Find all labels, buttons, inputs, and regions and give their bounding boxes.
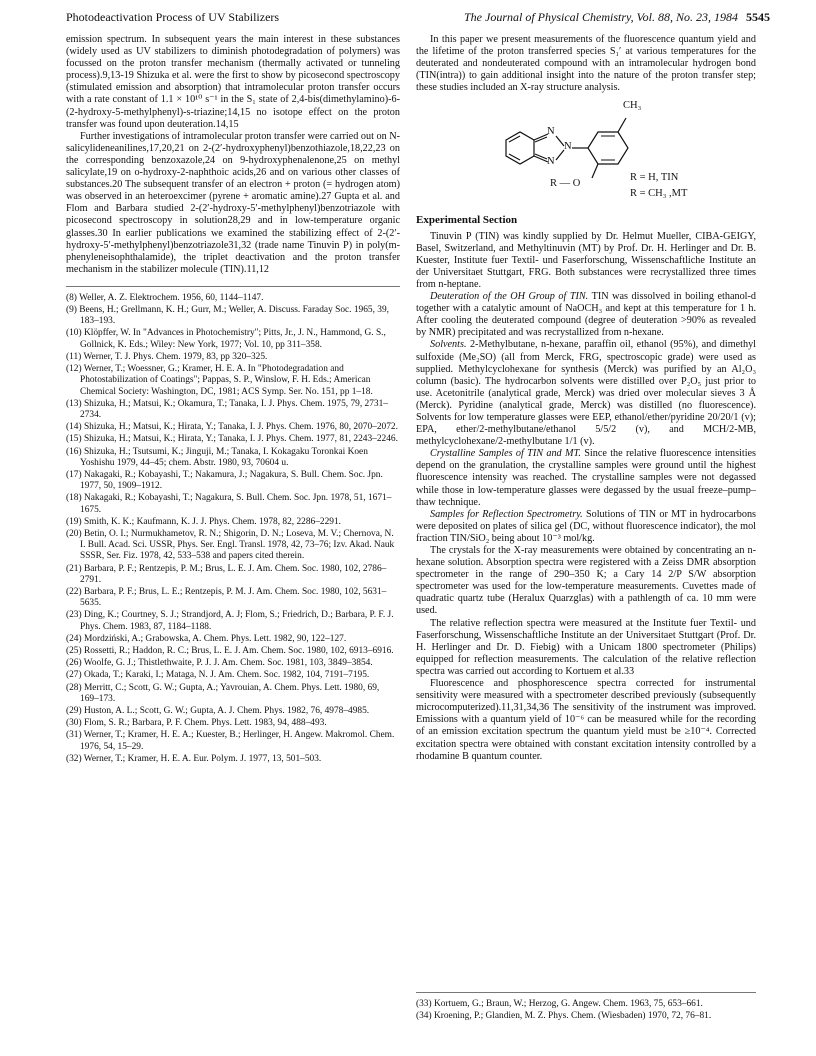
r-ch3-label: R = CH₃ ,MT: [630, 188, 688, 200]
reference-item: (15) Shizuka, H.; Matsui, K.; Hirata, Y.; Tanaka, I. J. Phys. Chem. 1977, 81, 2243–2246.: [66, 434, 398, 445]
journal-citation: [464, 10, 770, 25]
solvents-heading: Solvents.: [430, 339, 467, 351]
nitrogen-label-1: N: [547, 126, 555, 138]
reference-item: (23) Ding, K.; Courtney, S. J.; Strandjord, A. J; Flom, S.; Friedrich, D.; Barbara, P. F. J. Phys. Chem. 1983, 87, 1184–1188.: [66, 610, 394, 632]
reference-item: (31) Werner, T.; Kramer, H. E. A.; Kuester, B.; Herlinger, H. Angew. Makromol. Chem. 1976, 54, 15–29.: [66, 730, 395, 752]
nitrogen-label-3: N: [547, 156, 555, 168]
paragraph-tinuvin: Tinuvin P (TIN) was kindly supplied by Dr. Helmut Mueller, CIBA-GEIGY, Basel, Switzerland, and Methyltinuvin (MT) by Prof. Dr. H. Herlinger and Dr. B. Kuester, Institute fuer Textil- und Faserforschung, Wissenschaftliche Institute an der Universitaet Stuttgart, FRG. Both substances were recrystallized three times from n-heptane.: [416, 230, 756, 290]
journal-name: The Journal of Physical Chemistry, Vol. 88, No. 23, 1984: [464, 10, 738, 24]
reference-item: (18) Nakagaki, R.; Kobayashi, T.; Nagakura, S. Bull. Chem. Soc. Jpn. 1978, 51, 1671–1675.: [66, 493, 392, 515]
running-title: Photodeactivation Process of UV Stabilizers: [66, 10, 280, 24]
reference-item: (16) Shizuka, H.; Tsutsumi, K.; Jinguji, M.; Tanaka, I. Kokagaku Toronkai Koen Yoshishu 1979, 44–45; chem. Abstr. 1980, 93, 70604 u.: [66, 446, 368, 468]
chemical-structure: [416, 98, 756, 206]
paragraph-emission: emission spectrum. In subsequent years the main interest in these substances (widely used as UV stabilizers to diminish photodegradation of polymers) was focussed on the proton transfer mechanism (thermally activated or tunneling process).9,13-19 Shizuka et al. were the first to show by picosecond spectroscopy (stimulated emission and absorption) that intramolecular proton transfer occurs with a rate constant of 1.1 × 10¹⁰ s⁻¹ in the S₁ state of 2,4-bis(dimethylamino)-6-(2-hydroxy-5-methylphenyl)-s-triazine;14,15 no isotope effect on the proton transfer was found upon deuteration.14,15: [66, 34, 400, 130]
reference-item: (8) Weller, A. Z. Elektrochem. 1956, 60, 1144–1147.: [66, 292, 264, 303]
ch3-label: CH₃: [623, 100, 642, 112]
reference-item: (34) Kroening, P.; Glandien, M. Z. Phys. Chem. (Wiesbaden) 1970, 72, 76–81.: [416, 1011, 712, 1022]
reference-item: (11) Werner, T. J. Phys. Chem. 1979, 83, pp 320–325.: [66, 351, 268, 362]
crystalline-heading: Crystalline Samples of TIN and MT.: [430, 448, 581, 460]
reference-item: (9) Beens, H.; Grellmann, K. H.; Gurr, M.; Weller, A. Discuss. Faraday Soc. 1965, 39, 183–193.: [66, 305, 390, 327]
paragraph-further-investigations: Further investigations of intramolecular proton transfer were carried out on N-salicylideneanilines,17,20,21 on 2-(2′-hydroxyphenyl)benzothiazole,18,22,23 on the corresponding benzoxazole,24 on 9-hydroxyphenalenone,25 on methyl salicylate,19 on o-hydroxy-2-naphthoic acids,26 and on various other classes of substances.20 The subsequent transfer of an electron + proton (= hydrogen atom) was observed in an heteroexcimer (pyrene + aromatic amine).27 Gupta et al. and Flom and Barbara studied 2-(2′-hydroxy-5′-methylphenyl)benzotriazole with picosecond spectroscopy in solution28,29 and in low-temperature organic glasses.30 In earlier publications we examined the stabilizing effect of 2-(2′-hydroxy-5′-methylphenyl)benzotriazole31,32 (trade name Tinuvin P) in poly(m-phenyleneisophthalamide), the triplet deactivation and the proton transfer mechanism in the stabilizer molecule (TIN).11,12: [66, 130, 400, 275]
reference-item: (10) Klöpffer, W. In "Advances in Photochemistry"; Pitts, Jr., J. N., Hammond, G. S., Gollnick, K. Eds.; Wiley: New York, 1977; Vol. 10, pp 311–358.: [66, 328, 386, 350]
reference-item: (20) Betin, O. I.; Nurmukhametov, R. N.; Shigorin, D. N.; Loseva, M. V.; Chernova, N. I. Bull. Acad. Sci. USSR, Phys. Ser. Engl. Transl. 1978, 42, 73–76; Izv. Akad. Nauk SSSR, Ser. Fiz. 1978, 42, 533–538 and papers cited therein.: [66, 528, 395, 562]
reflection-heading: Samples for Reflection Spectrometry.: [430, 508, 583, 520]
reference-item: (33) Kortuem, G.; Braun, W.; Herzog, G. Angew. Chem. 1963, 75, 653–661.: [416, 999, 703, 1009]
paragraph-deuteration: [416, 291, 756, 339]
reference-item: (28) Merritt, C.; Scott, G. W.; Gupta, A.; Yavrouian, A. Chem. Phys. Lett. 1980, 69, 169–173.: [66, 682, 380, 704]
nitrogen-label-2: N: [564, 141, 572, 153]
r-o-label: R — O: [550, 178, 581, 190]
deuteration-heading: Deuteration of the OH Group of TIN.: [430, 291, 589, 303]
reference-item: (30) Flom, S. R.; Barbara, P. F. Chem. Phys. Lett. 1983, 94, 488–493.: [66, 718, 327, 729]
deuteration-body: TIN was dissolved in boiling ethanol-d together with a catalytic amount of NaOCH₃ and kept at this temperature for 1 h. After cooling the deuterated compound (degree of deuteration >90% as revealed by NMR) precipitated and was recrystallized from n-hexane.: [416, 291, 756, 339]
r-h-label: R = H, TIN: [630, 172, 679, 184]
structure-drawing: [416, 98, 756, 206]
reference-list-right: [416, 992, 756, 1023]
paragraph-crystalline: [416, 448, 756, 508]
reference-item: (25) Rossetti, R.; Haddon, R. C.; Brus, L. E. J. Am. Chem. Soc. 1980, 102, 6913–6916.: [66, 645, 394, 656]
paragraph-xray: The crystals for the X-ray measurements were obtained by concentrating an n-hexane solution. Absorption spectra were registered with a Zeiss DMR absorption spectrometer in the range of 290–350 K; a Cary 14 2/P S/W absorption spectrometer was used for the low-temperature measurements. Cuvettes made of quadratic quartz tube (Heralux Quarzglas) with a pathlength of ca. 10 mm were used.: [416, 545, 756, 617]
reflection-body: Solutions of TIN or MT in hydrocarbons were deposited on plates of silica gel (DC, without fluorescence indicator), the mol fraction TIN/SiO₂ being about 10⁻³ mol/kg.: [416, 508, 757, 544]
reference-item: (22) Barbara, P. F.; Brus, L. E.; Rentzepis, P. M. J. Am. Chem. Soc. 1980, 102, 5631–5635.: [66, 586, 387, 609]
right-column: [416, 34, 756, 763]
reference-list-left: [66, 286, 400, 765]
reference-item: (21) Barbara, P. F.; Rentzepis, P. M.; Brus, L. E. J. Am. Chem. Soc. 1980, 102, 2786–2791.: [66, 563, 387, 585]
reference-item: (13) Shizuka, H.; Matsui, K.; Okamura, T.; Tanaka, I. J. Phys. Chem. 1975, 79, 2731–2734.: [66, 398, 388, 420]
paragraph-intro: In this paper we present measurements of the fluorescence quantum yield and the lifetime of the proton transferred species S₁′ at various temperatures for the deuterated and nondeuterated compound with an intramolecular hydrogen bond (TIN(intra)) to gain additional insight into the nature of the proton transfer step; these studies included an X-ray structure analysis.: [416, 34, 756, 94]
reference-item: (24) Mordziński, A.; Grabowska, A. Chem. Phys. Lett. 1982, 90, 122–127.: [66, 633, 347, 644]
page-number: 5545: [746, 10, 770, 24]
reference-item: (32) Werner, T.; Kramer, H. E. A. Eur. Polym. J. 1977, 13, 501–503.: [66, 753, 322, 764]
reference-item: (27) Okada, T.; Karaki, I.; Mataga, N. J. Am. Chem. Soc. 1982, 104, 7191–7195.: [66, 670, 370, 681]
left-column: [66, 34, 400, 766]
paragraph-reflection-samples: [416, 509, 756, 545]
paragraph-solvents: [416, 339, 756, 448]
reference-item: (29) Huston, A. L.; Scott, G. W.; Gupta, A. J. Chem. Phys. 1982, 76, 4978–4985.: [66, 705, 370, 716]
reference-item: (26) Woolfe, G. J.; Thistlethwaite, P. J. J. Am. Chem. Soc. 1981, 103, 3849–3854.: [66, 658, 373, 669]
solvents-body: 2-Methylbutane, n-hexane, paraffin oil, ethanol (95%), and dimethyl sulfoxide (Me₂SO) (all from Merck, FRG, spectroscopic grade) were used as supplied. Methylcyclohexane for synthesis (Merck) was purified by an Al₂O₃ column (basic). The hydrocarbon solvents were distilled over P₂O₅ just prior to use. Acetonitrile (analytical grade, Merck) was dried over molecular sieves 3 Å (Merck). Pyridine (analytical grade, Merck) was distilled (no fluorescence). Solvents for low temperature glasses were EEP, ethanol/ether/pyridine 20/20/1 (v); EPA, ether/2-methylbutane/ethanol 5/5/2 (v), and MCH/2-MB, methylcyclohexane/2-methylbutane 1/1 (v).: [416, 339, 756, 448]
section-title-experimental: Experimental Section: [416, 214, 518, 227]
crystalline-body: Since the relative fluorescence intensities depend on the granulation, the crystalline samples were ground until the highest fluorescence intensity was reached. The crystalline samples were not degassed while those in low-temperature glasses were degassed by the usual freeze–pump–thaw technique.: [416, 448, 757, 508]
paragraph-reflection-spectra: The relative reflection spectra were measured at the Institute fuer Textil- und Faserforschung, Wissenschaftliche Institute an der Universitaet Stuttgart (Prof. Dr. H. Herlinger and Dr. D. Fiebig) with a Unicam 1800 spectrometer (Philips) equipped for reflection measurements. The calculation of the relative reflection spectra was carried out according to Kortuem et al.33: [416, 617, 756, 677]
reference-item: (12) Werner, T.; Woessner, G.; Kramer, H. E. A. In "Photodegradation and Photostabilization of Coatings"; Pappas, S. P., Winslow, F. H. Eds.; American Chemical Society: Washington, DC, 1981; ACS Symp. Ser. No. 151, pp 1–18.: [66, 364, 373, 397]
reference-item: (17) Nakagaki, R.; Kobayashi, T.; Nakamura, J.; Nagakura, S. Bull. Chem. Soc. Jpn. 1977, 50, 1909–1912.: [66, 469, 383, 492]
paragraph-fluorescence: Fluorescence and phosphorescence spectra corrected for instrumental sensitivity were measured with a spectrometer described previously (subsequently microcomputerized).11,31,34,36 The sensitivity of the instrument was improved. Emissions with a quantum yield of 10⁻⁶ can be measured while for the recording of an emission excitation spectrum the quantum yield must be ≥10⁻⁴. Corrected excitation spectra were obtained with constant excitation intensity controlled by a rhodamine B quantum counter.: [416, 678, 756, 762]
reference-item: (19) Smith, K. K.; Kaufmann, K. J. J. Phys. Chem. 1978, 82, 2286–2291.: [66, 516, 341, 527]
reference-item: (14) Shizuka, H.; Matsui, K.; Hirata, Y.; Tanaka, I. J. Phys. Chem. 1976, 80, 2070–2072.: [66, 422, 398, 433]
